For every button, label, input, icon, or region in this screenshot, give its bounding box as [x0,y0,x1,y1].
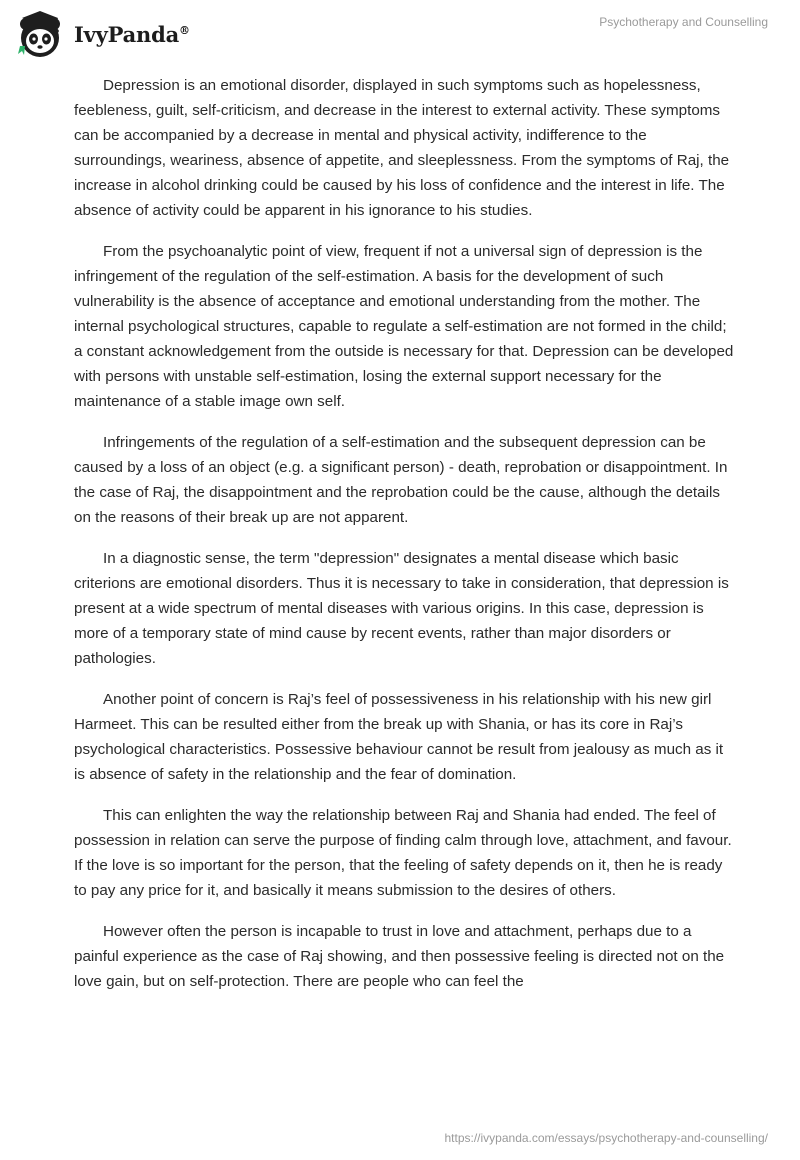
paragraph: This can enlighten the way the relationship between Raj and Shania had ended. The feel of possession in relation can serve the purpose of finding calm through love, attachment, and favour. If the love is so important for the person, that the feeling of safety depends on it, then he is ready to pay any price for it, and basically it means submission to the desires of others. [74,807,732,899]
essay-body [74,73,734,1010]
panda-logo-icon [14,8,66,60]
document-category-title: Psychotherapy and Counselling [599,15,768,29]
source-url-link[interactable]: https://ivypanda.com/essays/psychotherapy-and-counselling/ [444,1131,768,1145]
paragraph: From the psychoanalytic point of view, frequent if not a universal sign of depression is the infringement of the regulation of the self-estimation. A basis for the development of such vulnerability is the absence of acceptance and emotional understanding from the mother. The internal psychological structures, capable to regulate a self-estimation are not formed in the child; a constant acknowledgement from the outside is necessary for that. Depression can be developed with persons with unstable self-estimation, losing the external support necessary for the maintenance of a stable image own self. [74,243,734,410]
paragraph: However often the person is incapable to trust in love and attachment, perhaps due to a painful experience as the case of Raj showing, and then possessive feeling is directed not on the love gain, but on self-protection. There are people who can feel the [74,923,725,990]
paragraph: Infringements of the regulation of a self-estimation and the subsequent depression can be caused by a loss of an object (e.g. a significant person) - death, reprobation or disappointment. In the case of Raj, the disappointment and the reprobation could be the cause, although the details on the reasons of their break up are not apparent. [74,434,728,526]
brand-logo[interactable] [14,8,190,60]
paragraph: Depression is an emotional disorder, displayed in such symptoms such as hopelessness, feebleness, guilt, self-criticism, and decrease in the interest to external activity. These symptoms can be accompanied by a decrease in mental and physical activity, indifference to the surroundings, weariness, absence of appetite, and sleeplessness. From the symptoms of Raj, the increase in alcohol drinking could be caused by his loss of confidence and the interest in life. The absence of activity could be apparent in his ignorance to his studies. [74,77,730,219]
brand-name: IvyPanda® [74,21,190,47]
paragraph: In a diagnostic sense, the term "depression" designates a mental disease which basic criterions are emotional disorders. Thus it is necessary to take in consideration, that depression is present at a wide spectrum of mental diseases with various origins. In this case, depression is more of a temporary state of mind cause by recent events, rather than major disorders or pathologies. [74,550,729,667]
paragraph: Another point of concern is Raj’s feel of possessiveness in his relationship with his new girl Harmeet. This can be resulted either from the break up with Shania, or has its core in Raj’s psychological characteristics. Possessive behaviour cannot be result from jealousy as much as it is absence of safety in the relationship and the fear of domination. [74,691,724,783]
page-header [0,0,800,64]
